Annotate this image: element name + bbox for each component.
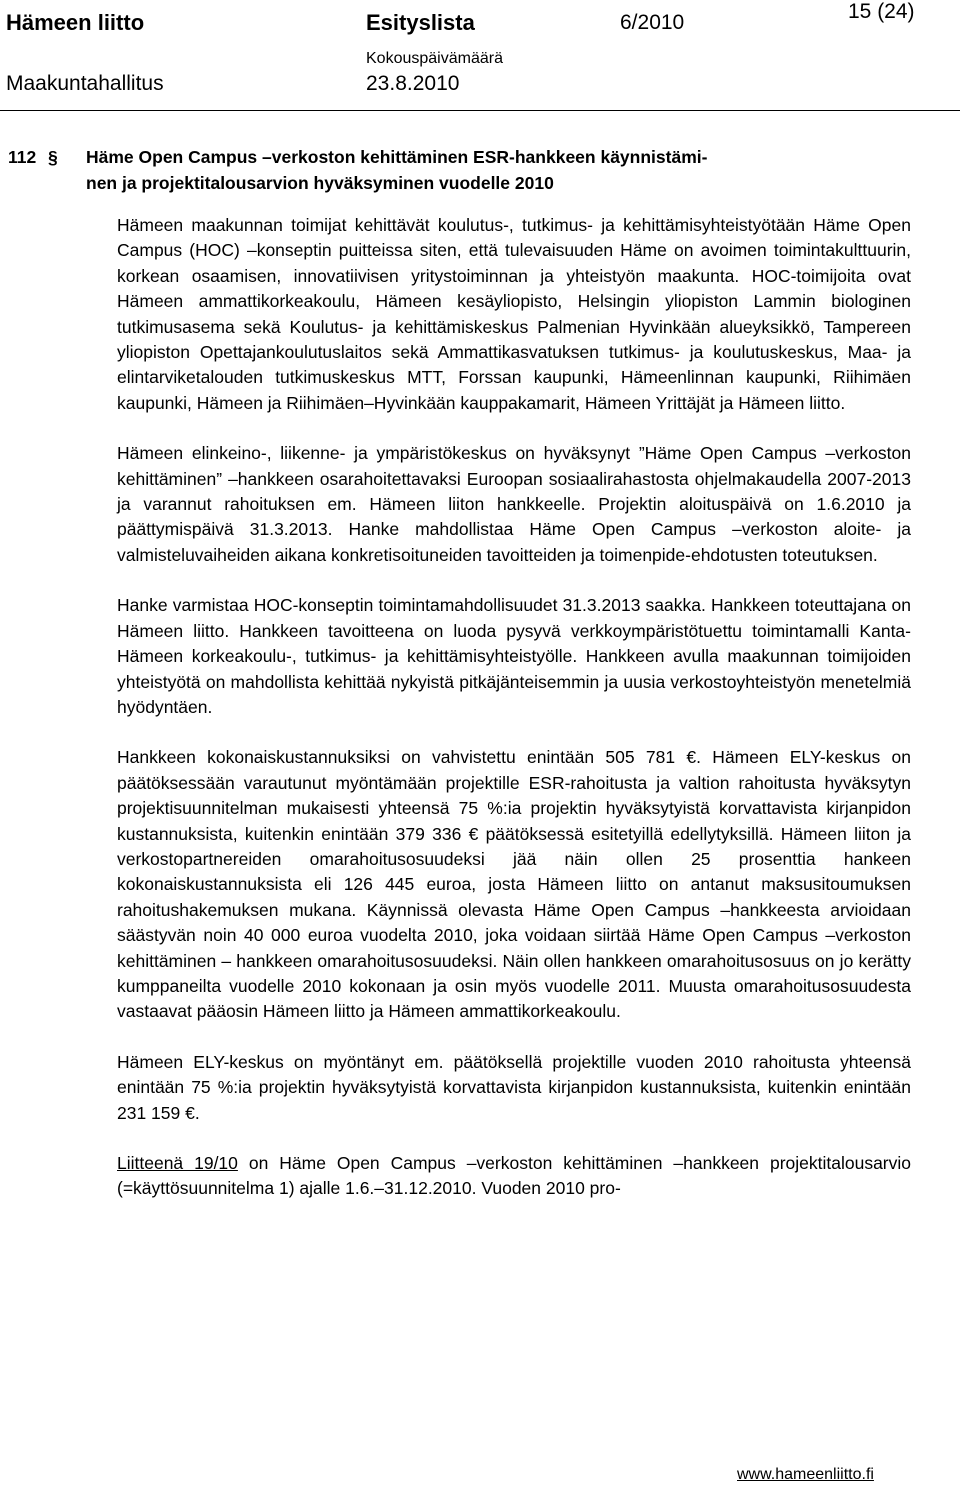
document-body	[117, 213, 911, 1227]
paragraph-hoc-actors: Hämeen maakunnan toimijat kehittävät koulutus-, tutkimus- ja kehittämisyhteistyötään Häme Open Campus (HOC) –konseptin puitteissa siten, että tulevaisuuden Häme on avoimen toimintakulttuurin, korkean osaamisen, innovatiivisen yritystoiminnan ja yhteistyön maakunta. HOC-toimijoita ovat Hämeen ammattikorkeakoulu, Hämeen kesäyliopisto, Helsingin yliopiston Lammin biologinen tutkimusasema sekä Koulutus- ja kehittämiskeskus Palmenian Hyvinkään alueyksikkö, Tampereen yliopiston Opettajankoulutuslaitos sekä Ammattikasvatuksen tutkimus- ja koulutuskeskus, Maa- ja elintarviketalouden tutkimuskeskus MTT, Forssan kaupunki, Hämeenlinnan kaupunki, Riihimäen kaupunki, Hämeen ja Riihimäen–Hyvinkään kauppakamarit, Hämeen Yrittäjät ja Hämeen liitto.	[117, 215, 911, 413]
section-number: 112	[8, 147, 37, 167]
org-name: Hämeen liitto	[6, 10, 145, 35]
section-heading	[8, 144, 948, 196]
section-title-line-1	[8, 144, 948, 170]
doc-type: Esityslista	[366, 10, 475, 35]
attachment-link[interactable]: Liitteenä 19/10	[117, 1153, 238, 1173]
paragraph-ely-funding: Hämeen ELY-keskus on myöntänyt em. päätöksellä projektille vuoden 2010 rahoitusta yhteensä enintään 75 %:ia projektin hyväksytyistä korvattavista kirjanpidon kustannuksista, kuitenkin enintään 231 159 €.	[117, 1051, 911, 1123]
body-name: Maakuntahallitus	[6, 72, 164, 95]
doc-number: 6/2010	[620, 11, 685, 34]
footer-website-link[interactable]: www.hameenliitto.fi	[737, 1466, 874, 1483]
meeting-date: 23.8.2010	[366, 72, 460, 95]
section-title-part-2: nen ja projektitalousarvion hyväksyminen vuodelle 2010	[86, 173, 554, 193]
header-divider	[0, 110, 960, 111]
section-title-part-1: Häme Open Campus –verkoston kehittäminen ESR-hankkeen käynnistämi-	[86, 147, 708, 167]
section-symbol: §	[48, 147, 58, 167]
paragraph-attachment	[117, 1151, 911, 1202]
page-number: 15 (24)	[848, 0, 915, 23]
section-title-line-2	[8, 170, 948, 196]
paragraph-project-goals: Hanke varmistaa HOC-konseptin toimintamahdollisuudet 31.3.2013 saakka. Hankkeen toteuttajana on Hämeen liitto. Hankkeen tavoitteena on luoda pysyvä verkkoympäristötuettu toimintamalli Kanta-Hämeen korkeakoulu-, tutkimus- ja kehittämisyhteistyölle. Hankkeen avulla maakunnan toimijoiden yhteistyötä on mahdollista kehittää nykyistä pitkäjänteisemmin ja uusia verkostoyhteistyön menetelmiä hyödyntäen.	[117, 595, 911, 717]
attachment-text: on Häme Open Campus –verkoston kehittäminen –hankkeen projektitalousarvio (=käyttösuunnitelma 1) ajalle 1.6.–31.12.2010. Vuoden 2010 pro-	[117, 1153, 912, 1199]
paragraph-costs: Hankkeen kokonaiskustannuksiksi on vahvistettu enintään 505 781 €. Hämeen ELY-keskus on päätöksessään varautunut myöntämään projektille ESR-rahoitusta ja valtion rahoitusta hyväksytyn projektisuunnitelman mukaisesti yhteensä 75 %:ia projektin hyväksytyistä korvattavista kirjanpidon kustannuksista, kuitenkin enintään 379 336 € päätöksessä esitetyillä edellytyksillä. Hämeen liiton ja verkostopartnereiden omarahoitusosuudeksi jää näin ollen 25 prosenttia hankeen kokonaiskustannuksista eli 126 445 euroa, josta Hämeen liitto on antanut maksusitoumuksen rahoitushakemuksen mukana. Käynnissä olevasta Häme Open Campus –hankkeesta arvioidaan säästyvän noin 40 000 euroa vuodelta 2010, joka voidaan siirtää Häme Open Campus –verkoston kehittäminen – hankkeen omarahoitusosuudeksi. Näin ollen hankkeen omarahoitusosuus on jo kerätty kumppaneilta vuodelle 2010 kokonaan ja osin myös vuodelle 2011. Muusta omarahoitusosuudesta vastaavat pääosin Hämeen liitto ja Hämeen ammattikorkeakoulu.	[117, 747, 911, 1022]
meeting-date-label: Kokouspäivämäärä	[366, 50, 503, 67]
paragraph-ely-approval: Hämeen elinkeino-, liikenne- ja ympäristökeskus on hyväksynyt ”Häme Open Campus –verkoston kehittäminen” –hankkeen osarahoitettavaksi Euroopan sosiaalirahastosta ohjelmakaudella 2007-2013 ja varannut rahoituksen em. Hämeen liiton hankkeelle. Projektin aloituspäivä on 1.6.2010 ja päättymispäivä 31.3.2013. Hanke mahdollistaa Häme Open Campus –verkoston aloite- ja valmisteluvaiheiden aikana konkretisoituneiden tavoitteiden ja toimenpide-ehdotusten toteutuksen.	[117, 443, 911, 565]
